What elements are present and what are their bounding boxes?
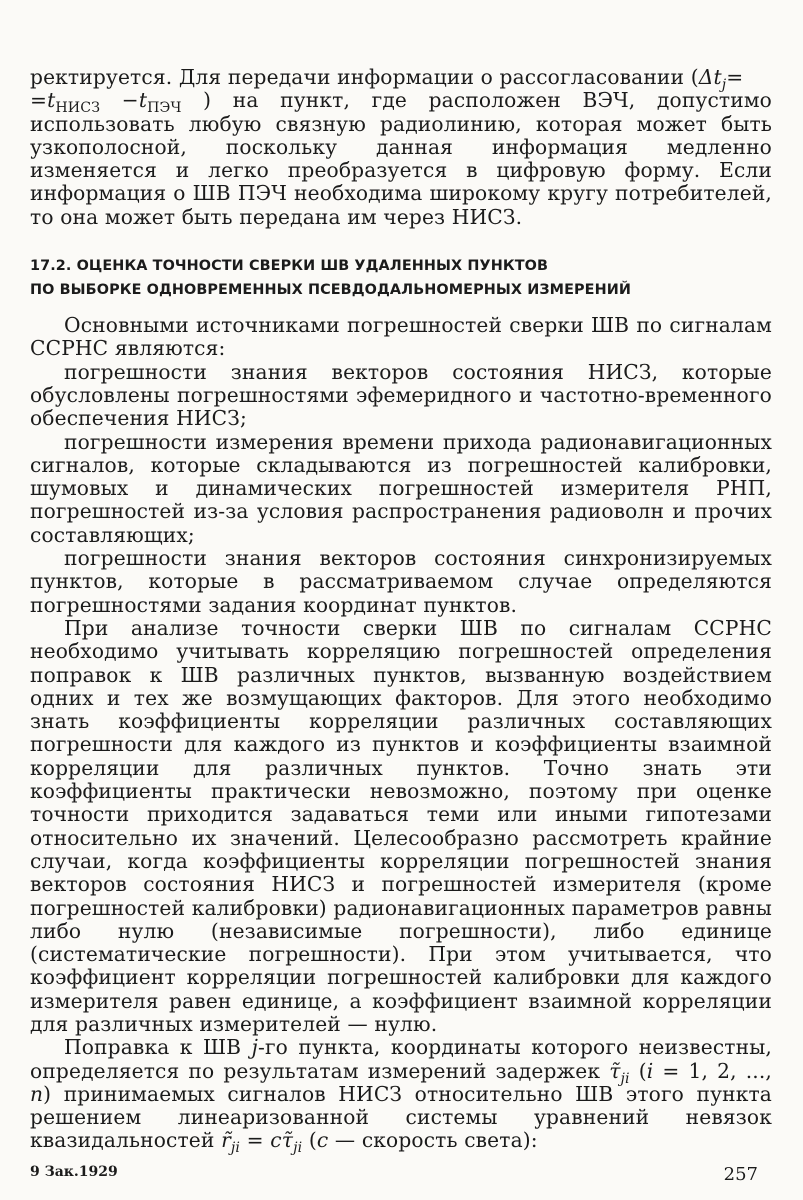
text-segment: ) на пункт, где расположен ВЭЧ, допустимо использовать любую связную радиолинию, которая может быть узкополосной, поскольку данная информация медленно изменяется и легко преобразуется в цифровую форму. Если информация о ШВ ПЭЧ необходима широкому кругу потребителей, то она может быть передана им через НИСЗ. — [30, 88, 772, 229]
math-var: cτ̃ — [270, 1128, 294, 1153]
heading-line: ПО ВЫБОРКЕ ОДНОВРЕМЕННЫХ ПСЕВДОДАЛЬНОМЕРНЫХ ИЗМЕРЕНИЙ — [30, 281, 632, 298]
paragraph-continuation — [30, 66, 772, 229]
heading-line: 17.2. ОЦЕНКА ТОЧНОСТИ СВЕРКИ ШВ УДАЛЕННЫХ ПУНКТОВ — [30, 258, 549, 275]
math-delta-t — [698, 65, 727, 94]
math-subscript: j — [721, 77, 727, 94]
math-var: c — [316, 1128, 329, 1153]
math-var: τ̃ — [609, 1058, 621, 1083]
math-minus-t: −t — [100, 88, 148, 113]
math-symbol: Δt — [698, 65, 722, 89]
print-signature: 9 Зак.1929 — [30, 1164, 118, 1180]
paragraph: погрешности измерения времени прихода радионавигационных сигналов, которые складываются из погрешностей калибровки, шумовых и динамических погрешностей измерителя РНП, погрешностей из-за условия распространения радиоволн и прочих составляющих; — [30, 429, 772, 547]
text-segment: = — [240, 1128, 271, 1153]
math-subscript: ji — [293, 1140, 303, 1157]
math-var: i — [646, 1058, 654, 1083]
math-subscript: ПЭЧ — [147, 100, 182, 117]
text-segment: -го пункта, координаты которого неизвестны, определяется по результатам измерений задержек — [30, 1035, 772, 1083]
text-segment: ректируется. Для передачи информации о рассогласовании ( — [30, 65, 699, 89]
paragraph: При анализе точности сверки ШВ по сигналам ССРНС необходимо учитывать корреляцию погрешностей определения поправок к ШВ различных пунктов, вызванную воздействием одних и тех же возмущающих факторов. Для этого необходимо знать коэффициенты корреляции различных составляющих погрешности для каждого из пунктов и коэффициенты взаимной корреляции для различных пунктов. Точно знать эти коэффициенты практически невозможно, поэтому при оценке точности приходится задаваться теми или иными гипотезами относительно их значений. Целесообразно рассмотреть крайние случаи, когда коэффициенты корреляции погрешностей знания векторов состояния НИСЗ и погрешностей измерителя (кроме погрешностей калибровки) радионавигационных параметров равны либо нулю (независимые погрешности), либо единице (систематические погрешности). При этом учитывается, что коэффициент корреляции погрешностей калибровки для каждого измерителя равен единице, а коэффициент взаимной корреляции для различных измерителей — нулю. — [30, 615, 772, 1036]
paragraph — [30, 1035, 772, 1157]
paragraph: погрешности знания векторов состояния НИСЗ, которые обусловлены погрешностями эфемеридного и частотно-временного обеспечения НИСЗ; — [30, 359, 772, 431]
math-equals: = — [726, 65, 744, 89]
page-footer — [30, 1164, 773, 1185]
body-text — [30, 65, 772, 1157]
text-segment: ) принимаемых сигналов НИСЗ относительно ШВ этого пункта решением линеаризованной системы уравнений невязок квазидальностей — [30, 1081, 772, 1153]
math-t: =t — [30, 88, 56, 113]
text-segment: = 1, 2, ..., — [653, 1058, 772, 1083]
section-heading — [30, 255, 772, 302]
paragraph: Основными источниками погрешностей сверки ШВ по сигналам ССРНС являются: — [30, 313, 772, 361]
text-segment: — скорость света): — [328, 1128, 538, 1153]
math-var: j — [251, 1035, 258, 1060]
math-subscript: НИСЗ — [55, 100, 101, 117]
page-number: 257 — [723, 1164, 758, 1185]
math-subscript: ji — [620, 1070, 630, 1087]
paragraph: погрешности знания векторов состояния синхронизируемых пунктов, которые в рассматриваемом случае определяются погрешностями задания координат пунктов. — [30, 546, 772, 617]
text-segment: Поправка к ШВ — [64, 1035, 252, 1060]
math-var: n — [30, 1081, 44, 1106]
text-segment: ( — [629, 1058, 647, 1083]
text-segment: ( — [302, 1128, 317, 1153]
math-var: r̃ — [221, 1128, 231, 1153]
math-subscript: ji — [230, 1140, 241, 1157]
